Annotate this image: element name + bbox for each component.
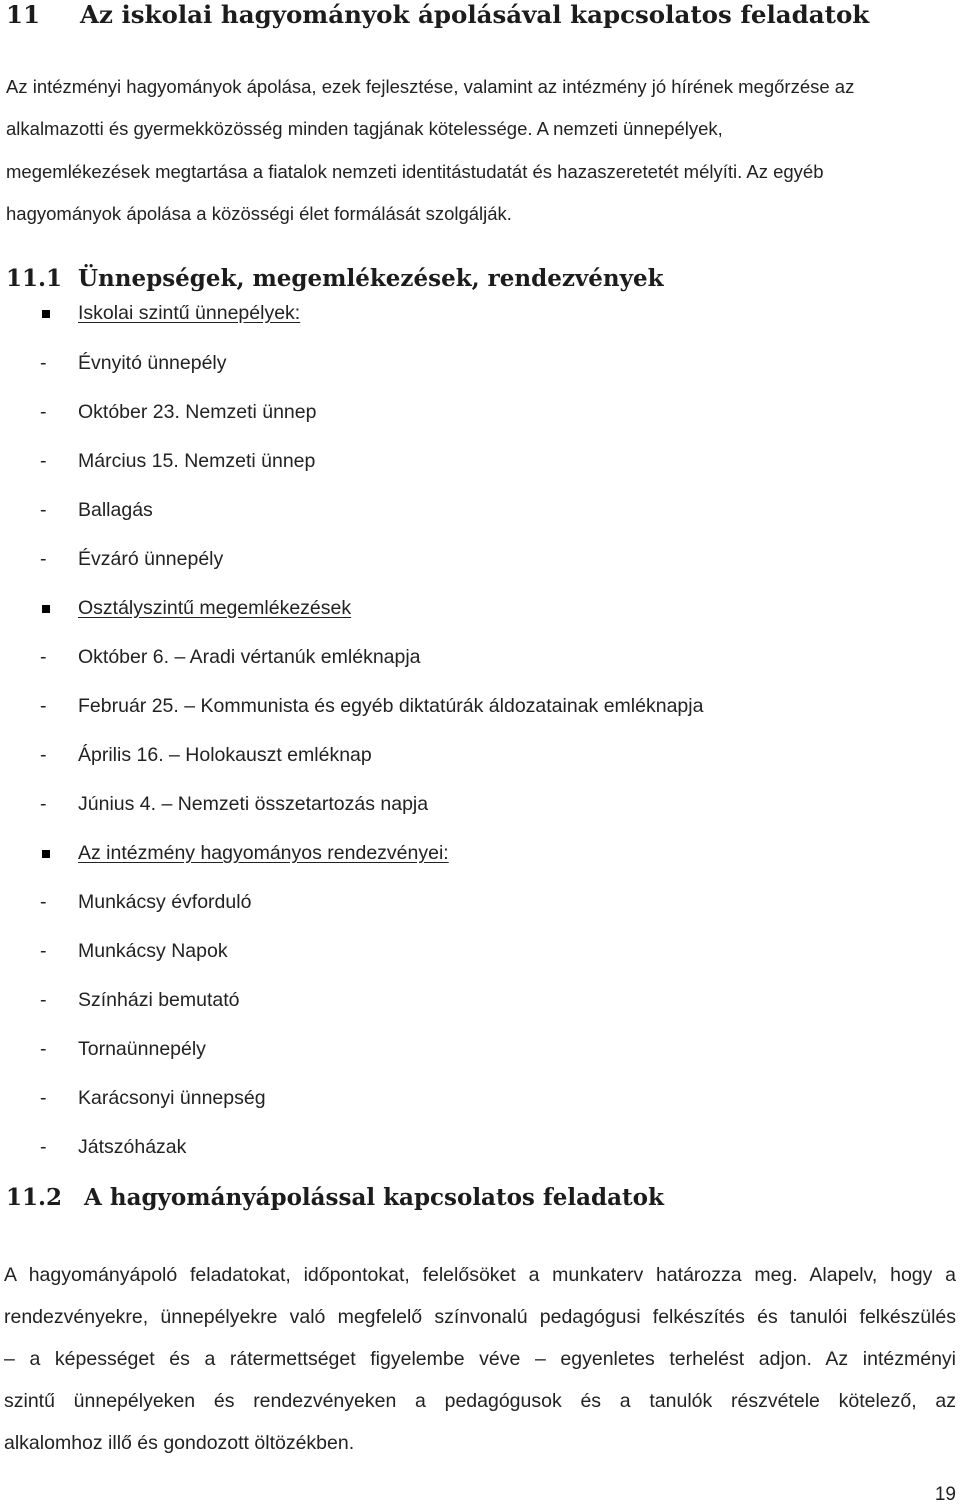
heading-2-title: A hagyományápolással kapcsolatos feladatok — [84, 1184, 664, 1211]
list-item: Tornaünnepély — [78, 1038, 206, 1060]
intro-line: alkalmazotti és gyermekközösség minden tagjának kötelessége. A nemzeti ünnepélyek, — [6, 118, 723, 139]
intro-line: megemlékezések megtartása a fiatalok nemzeti identitástudatát és hazaszeretetét mélyíti. Az egyéb — [6, 161, 824, 182]
dash-icon: - — [40, 450, 47, 472]
group-title: Iskolai szintű ünnepélyek: — [78, 302, 301, 324]
list-item: Munkácsy Napok — [78, 940, 228, 962]
dash-icon: - — [40, 695, 47, 717]
list-item: Október 6. – Aradi vértanúk emléknapja — [78, 646, 421, 668]
paragraph-line: szintű ünnepélyeken és rendezvényeken a pedagógusok és a tanulók részvétele kötelező, az — [4, 1390, 956, 1412]
group-title: Osztályszintű megemlékezések — [78, 597, 352, 619]
heading-1-title: Az iskolai hagyományok ápolásával kapcsolatos feladatok — [80, 0, 870, 29]
page-number: 19 — [934, 1484, 956, 1505]
list-item: Játszóházak — [78, 1136, 187, 1158]
list-item: Évzáró ünnepély — [78, 548, 224, 570]
bullet-icon — [42, 310, 50, 318]
dash-icon: - — [40, 1087, 47, 1109]
list-item: Március 15. Nemzeti ünnep — [78, 450, 316, 472]
intro-line: hagyományok ápolása a közösségi élet formálását szolgálják. — [6, 203, 512, 224]
dash-icon: - — [40, 989, 47, 1011]
dash-icon: - — [40, 401, 47, 423]
list-item: Február 25. – Kommunista és egyéb diktatúrák áldozatainak emléknapja — [78, 695, 704, 717]
paragraph-line: A hagyományápoló feladatokat, időpontokat, felelősöket a munkaterv határozza meg. Alapelv, hogy a — [4, 1264, 956, 1286]
intro-line: Az intézményi hagyományok ápolása, ezek fejlesztése, valamint az intézmény jó hírének megőrzése az — [6, 76, 855, 97]
paragraph-line: – a képességet és a rátermettséget figyelembe véve – egyenletes terhelést adjon. Az intézményi — [4, 1348, 956, 1370]
bullet-icon — [42, 605, 50, 613]
heading-1 — [6, 0, 40, 29]
list-item: Karácsonyi ünnepség — [78, 1087, 266, 1109]
list-item: Április 16. – Holokauszt emléknap — [78, 744, 372, 766]
list-item: Ballagás — [78, 499, 153, 521]
heading-1-number: 11 — [6, 0, 41, 29]
list-item: Évnyitó ünnepély — [78, 352, 227, 374]
paragraph-line: alkalomhoz illő és gondozott öltözékben. — [4, 1432, 355, 1454]
list-item: Június 4. – Nemzeti összetartozás napja — [78, 793, 429, 815]
dash-icon: - — [40, 1136, 47, 1158]
heading-2-title: Ünnepségek, megemlékezések, rendezvények — [78, 265, 664, 292]
heading-2-number: 11.2 — [6, 1184, 63, 1211]
list-item: Színházi bemutató — [78, 989, 240, 1011]
group-title: Az intézmény hagyományos rendezvényei: — [78, 842, 449, 864]
dash-icon: - — [40, 1038, 47, 1060]
list-item: Munkácsy évforduló — [78, 891, 252, 913]
dash-icon: - — [40, 499, 47, 521]
dash-icon: - — [40, 891, 47, 913]
dash-icon: - — [40, 793, 47, 815]
list-item: Október 23. Nemzeti ünnep — [78, 401, 317, 423]
bullet-icon — [42, 850, 50, 858]
dash-icon: - — [40, 940, 47, 962]
dash-icon: - — [40, 352, 47, 374]
dash-icon: - — [40, 548, 47, 570]
heading-2-number: 11.1 — [6, 265, 63, 292]
paragraph-line: rendezvényekre, ünnepélyekre való megfelelő színvonalú pedagógusi felkészítés és tanulói felkészülés — [4, 1306, 956, 1328]
dash-icon: - — [40, 646, 47, 668]
dash-icon: - — [40, 744, 47, 766]
